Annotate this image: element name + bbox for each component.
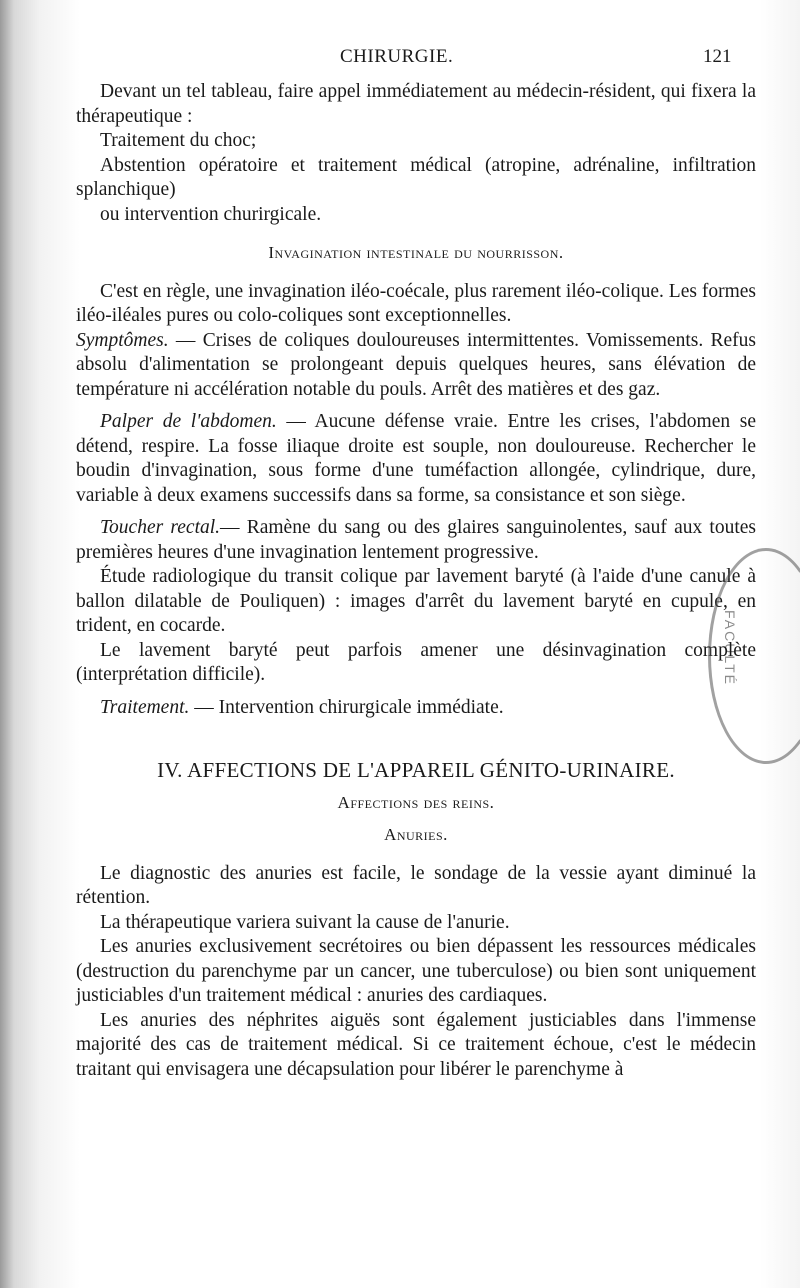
intro-paragraph: Devant un tel tableau, faire appel immédiatement au médecin-résident, qui fixera la thérapeutique : — [76, 81, 756, 127]
section-subtitle: Affections des reins. — [337, 792, 495, 812]
page-number: 121 — [703, 46, 732, 67]
palper-text: — Aucune défense vraie. Entre les crises, l'abdomen se détend, respire. La fosse iliaque droite est souple, non douloureuse. Rechercher le boudin d'invagination, sous forme d'une tuméfaction allongée, cylindrique, dure, variable à deux examens successifs dans sa forme, sa consistance et son siège. — [76, 411, 756, 506]
library-stamp-text: FACULTÉ — [722, 610, 738, 686]
page-header — [0, 42, 800, 70]
anuries-paragraph: Les anuries des néphrites aiguës sont également justiciables dans l'immense majorité des cas de traitement médical. Si ce traitement échoue, c'est le médecin traitant qui envisagera une décapsulation pour libérer le parenchyme à — [76, 1009, 756, 1080]
section-title: IV. AFFECTIONS DE L'APPAREIL GÉNITO-URINAIRE. — [157, 758, 675, 782]
toucher-text: — Ramène du sang ou des glaires sanguinolentes, sauf aux toutes premières heures d'une invagination lentement progressive. — [76, 517, 756, 563]
invagination-paragraph: C'est en règle, une invagination iléo-coécale, plus rarement iléo-colique. Les formes iléo-iléales pures ou colo-coliques sont exceptionnelles. — [76, 280, 756, 326]
lavement-paragraph: Le lavement baryté peut parfois amener une désinvagination complète (interprétation difficile). — [76, 639, 756, 685]
section-subsubtitle: Anuries. — [384, 825, 448, 844]
symptomes-label: Symptômes. — [76, 329, 169, 351]
toucher-paragraph — [76, 516, 756, 565]
anuries-paragraph: Le diagnostic des anuries est facile, le sondage de la vessie ayant diminué la rétention. — [76, 862, 756, 908]
traitement-paragraph — [76, 696, 756, 721]
intro-line-choc: Traitement du choc; — [100, 130, 257, 151]
traitement-label: Traitement. — [100, 696, 190, 718]
traitement-text: — Intervention chirurgicale immédiate. — [189, 696, 504, 718]
palper-paragraph — [76, 410, 756, 508]
etude-paragraph: Étude radiologique du transit colique par lavement baryté (à l'aide d'une canule à ballon dilatable de Pouliquen) : images d'arrêt du lavement baryté en cupule, en trident, en cocarde. — [76, 566, 756, 636]
running-head: CHIRURGIE. — [340, 46, 454, 67]
page-body — [76, 80, 756, 1082]
invagination-heading: Invagination intestinale du nourrisson. — [268, 243, 564, 262]
anuries-paragraph: Les anuries exclusivement secrétoires ou bien dépassent les ressources médicales (destruction du parenchyme par un cancer, une tuberculose) ou bien sont uniquement justiciables d'un traitement médical : anuries des cardiaques. — [76, 936, 756, 1006]
intro-line-abstention: Abstention opératoire et traitement médical (atropine, adrénaline, infiltration splanchique) — [76, 154, 756, 200]
intro-line-intervention: ou intervention churirgicale. — [100, 203, 322, 225]
symptomes-text: — Crises de coliques douloureuses intermittentes. Vomissements. Refus absolu d'alimentation se prolongeant depuis quelques heures, sans élévation de température ni accélération notable du pouls. Arrêt des matières et des gaz. — [76, 329, 756, 400]
toucher-label: Toucher rectal. — [100, 517, 221, 538]
anuries-paragraph: La thérapeutique variera suivant la cause de l'anurie. — [100, 911, 510, 933]
palper-label: Palper de l'abdomen. — [100, 411, 277, 432]
symptomes-paragraph — [76, 329, 756, 403]
